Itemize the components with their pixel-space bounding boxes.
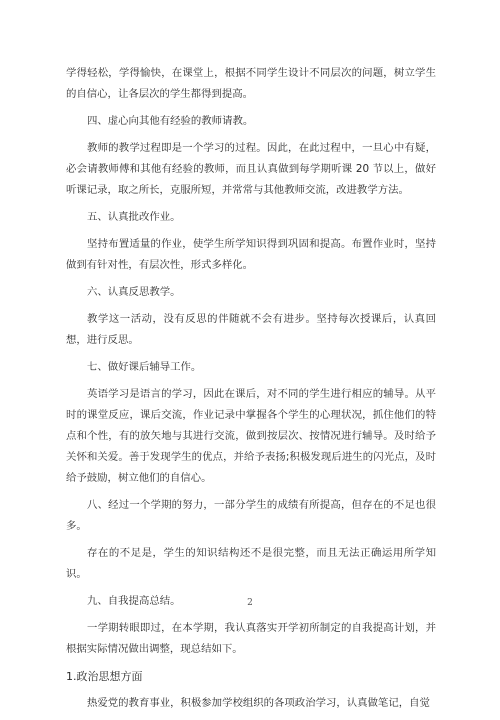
section-heading-5: 五、认真批改作业。 <box>87 211 181 223</box>
paragraph-section-8: 八、经过一个学期的努力，一部分学生的成绩有所提高，但存在的不足也很多。 <box>66 499 436 532</box>
paragraph-shortcomings: 存在的不足是，学生的知识结构还不是很完整，而且无法正确运用所学知识。 <box>66 547 436 580</box>
paragraph-section-7: 英语学习是语言的学习，因此在课后，对不同的学生进行相应的辅导。从平时的课堂反应，课后交流，作业记录中掌握各个学生的心理状况，抓住他们的特点和个性，有的放矢地与其进行交流，做到按层次、按情况进行辅导。及时给予关怀和关爱。善于发现学生的优点，并给予表扬;积极发现后进生的闪光点，及时给予鼓励，树立他们的自信心。 <box>66 388 436 484</box>
section-heading-4: 四、虚心向其他有经验的教师请教。 <box>87 115 254 127</box>
page-number: 2 <box>247 598 253 608</box>
subheading-political-thought: 1.政治思想方面 <box>66 670 143 683</box>
section-heading-9: 九、自我提高总结。 <box>87 595 181 607</box>
paragraph-intro: 学得轻松，学得愉快，在课堂上，根据不同学生设计不同层次的问题，树立学生的自信心，让各层次的学生都得到提高。 <box>66 67 436 100</box>
section-heading-6: 六、认真反思教学。 <box>87 286 181 298</box>
paragraph-section-6: 教学这一活动，没有反思的伴随就不会有进步。坚持每次授课后，认真回想，进行反思。 <box>66 313 436 346</box>
paragraph-section-4: 教师的教学过程即是一个学习的过程。因此，在此过程中，一旦心中有疑，必会请教师傅和其他有经验的教师，而且认真做到每学期听课 20 节以上，做好听课记录，取之所长，克服所短，并常常与其他教师交流，改进教学方法。 <box>66 142 436 196</box>
document-body <box>66 63 436 720</box>
paragraph-section-9: 一学期转眼即过，在本学期，我认真落实开学初所制定的自我提高计划，并根据实际情况做出调整，现总结如下。 <box>66 622 436 655</box>
section-heading-7: 七、做好课后辅导工作。 <box>87 361 202 373</box>
paragraph-political-thought: 热爱党的教育事业，积极参加学校组织的各项政治学习，认真做笔记，自觉 <box>87 697 430 709</box>
paragraph-section-5: 坚持布置适量的作业，使学生所学知识得到巩固和提高。布置作业时，坚持做到有针对性，有层次性，形式多样化。 <box>66 238 436 271</box>
